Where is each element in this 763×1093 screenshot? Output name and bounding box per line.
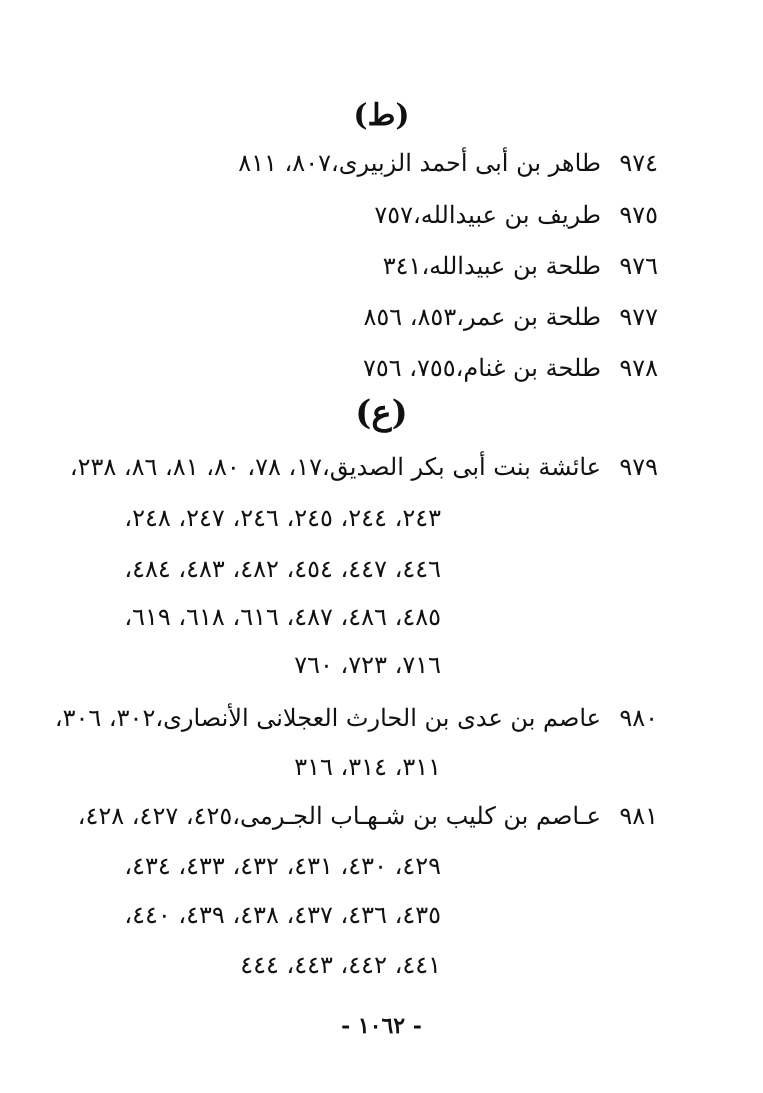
- entry-number: ٩٧٤: [619, 149, 658, 177]
- entry-text: عائشة بنت أبى بكر الصديق،١٧، ٧٨، ٨٠، ٨١، ٨٦، ٢٣٨،: [69, 453, 601, 481]
- entry-number: ٩٧٦: [619, 252, 658, 280]
- continuation-line: ٤٣٥، ٤٣٦، ٤٣٧، ٤٣٨، ٤٣٩، ٤٤٠،: [124, 901, 441, 929]
- section-heading-ta: (ط): [353, 98, 410, 133]
- entry-text: طلحة بن عمر،٨٥٣، ٨٥٦: [363, 303, 601, 331]
- continuation-line: ٣١١، ٣١٤، ٣١٦: [294, 753, 441, 781]
- entry-text: طلحة بن غنام،٧٥٥، ٧٥٦: [362, 354, 601, 382]
- continuation-line: ٤٤١، ٤٤٢، ٤٤٣، ٤٤٤: [240, 951, 441, 979]
- entry-number: ٩٧٨: [619, 354, 658, 382]
- entry-number: ٩٧٩: [619, 453, 658, 481]
- entry-text: طلحة بن عبيدالله،٣٤١: [382, 252, 601, 280]
- entry-number: ٩٨٠: [619, 704, 658, 732]
- continuation-line: ٢٤٣، ٢٤٤، ٢٤٥، ٢٤٦، ٢٤٧، ٢٤٨،: [124, 504, 441, 532]
- entry-text: عاصم بن عدى بن الحارث العجلانى الأنصارى،٣٠٢، ٣٠٦،: [54, 704, 601, 732]
- continuation-line: ٤٤٦، ٤٤٧، ٤٥٤، ٤٨٢، ٤٨٣، ٤٨٤،: [124, 555, 441, 583]
- entry-text: عـاصم بن كليب بن شـهـاب الجـرمى،٤٢٥، ٤٢٧، ٤٢٨،: [77, 802, 601, 830]
- entry-number: ٩٧٧: [619, 303, 658, 331]
- entry-number: ٩٧٥: [619, 201, 658, 229]
- continuation-line: ٤٨٥، ٤٨٦، ٤٨٧، ٦١٦، ٦١٨، ٦١٩،: [124, 603, 441, 631]
- section-heading-ain: (ع): [355, 393, 408, 433]
- entry-number: ٩٨١: [619, 802, 658, 830]
- entry-text: طريف بن عبيدالله،٧٥٧: [374, 201, 601, 229]
- continuation-line: ٤٢٩، ٤٣٠، ٤٣١، ٤٣٢، ٤٣٣، ٤٣٤،: [124, 852, 441, 880]
- continuation-line: ٧١٦، ٧٢٣، ٧٦٠: [294, 651, 441, 679]
- page-number: - ١٠٦٢ -: [341, 1013, 422, 1039]
- entry-text: طاهر بن أبى أحمد الزبيرى،٨٠٧، ٨١١: [238, 149, 601, 177]
